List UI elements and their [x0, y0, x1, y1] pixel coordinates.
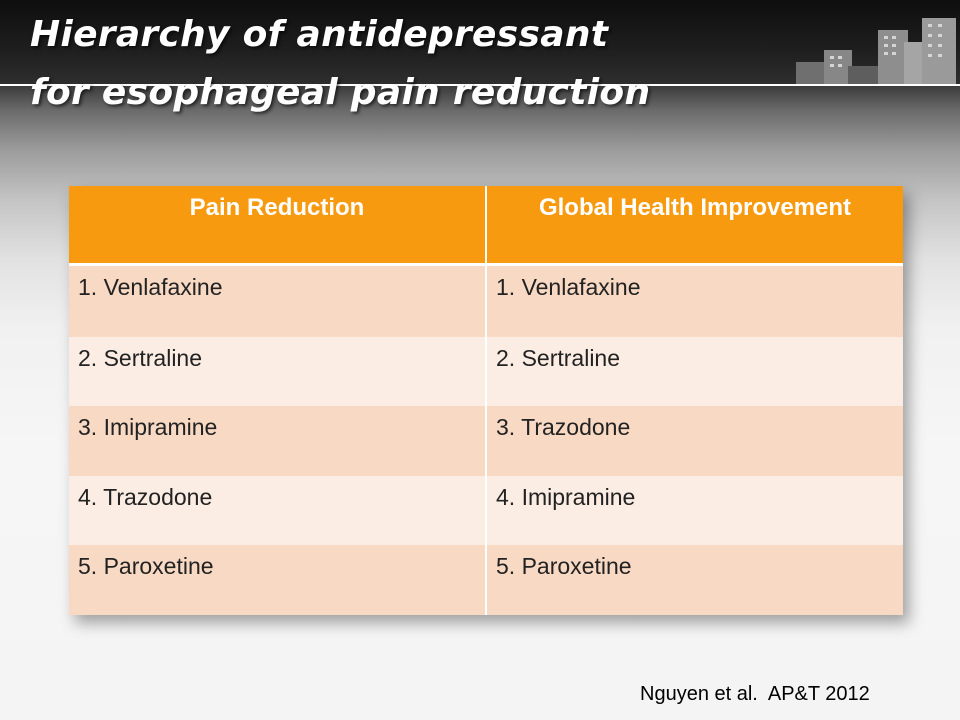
table-row: [69, 545, 903, 615]
building-skyline-icon: [790, 10, 960, 88]
citation: Nguyen et al. AP&T 2012: [640, 683, 870, 705]
global-health-cell: 5. Paroxetine: [486, 545, 903, 615]
global-health-cell: 3. Trazodone: [486, 406, 903, 476]
pain-reduction-cell: 3. Imipramine: [69, 406, 486, 476]
ranking-table: [69, 186, 903, 615]
table-header-row: [69, 186, 903, 265]
global-health-cell: 2. Sertraline: [486, 337, 903, 407]
table-row: [69, 476, 903, 546]
global-health-cell: 4. Imipramine: [486, 476, 903, 546]
column-header-global-health: Global Health Improvement: [486, 186, 903, 265]
column-header-pain-reduction: Pain Reduction: [69, 186, 486, 265]
pain-reduction-cell: 5. Paroxetine: [69, 545, 486, 615]
table-row: [69, 265, 903, 337]
slide-title: [30, 6, 650, 122]
slide-title-line-1: Hierarchy of antidepressant: [30, 14, 609, 55]
global-health-cell: 1. Venlafaxine: [486, 265, 903, 337]
pain-reduction-cell: 2. Sertraline: [69, 337, 486, 407]
ranking-table-grid: [69, 186, 903, 615]
slide-title-line-2: for esophageal pain reduction: [30, 72, 651, 113]
table-row: [69, 406, 903, 476]
pain-reduction-cell: 1. Venlafaxine: [69, 265, 486, 337]
table-row: [69, 337, 903, 407]
pain-reduction-cell: 4. Trazodone: [69, 476, 486, 546]
